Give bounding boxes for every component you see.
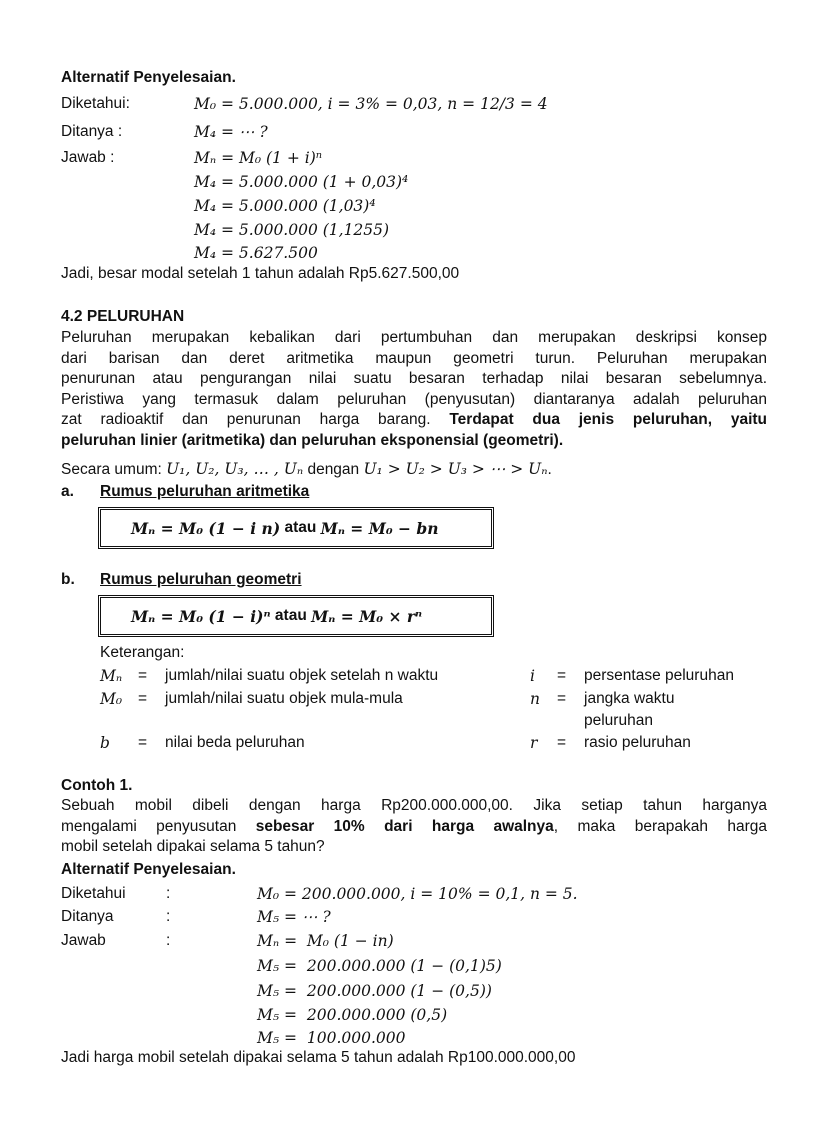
- general-end: .: [547, 461, 552, 478]
- paragraph-line: [61, 410, 767, 431]
- legend-equals: =: [138, 667, 148, 684]
- legend-desc: rasio peluruhan: [584, 734, 691, 751]
- paragraph-emphasis: Terdapat dua jenis peluruhan, yaitu: [449, 411, 767, 429]
- formula-a-title: Rumus peluruhan aritmetika: [100, 483, 310, 500]
- formula-b-marker: b.: [61, 571, 75, 588]
- legend-equals: =: [557, 667, 567, 684]
- colon: :: [166, 885, 171, 902]
- answer-label: Jawab :: [61, 149, 115, 166]
- step-line: M₄ = 5.000.000 (1,03)⁴: [194, 197, 376, 215]
- example-answer-label: Jawab: [61, 932, 106, 949]
- legend-symbol: n: [530, 690, 540, 708]
- formula-b-left: Mₙ = M₀ (1 − i)ⁿ: [131, 606, 271, 626]
- legend-equals: =: [557, 734, 567, 751]
- colon: :: [166, 908, 171, 925]
- legend-symbol: Mₙ: [100, 667, 123, 685]
- step-line: M₄ = 5.000.000 (1,1255): [194, 221, 390, 239]
- example-asked-value: M₅ = ⋯ ?: [257, 908, 331, 926]
- inequality-math: U₁ > U₂ > U₃ > ⋯ > Uₙ: [363, 460, 548, 478]
- example-step: Mₙ = M₀ (1 − in): [257, 932, 394, 950]
- legend-symbol: b: [100, 734, 110, 752]
- formula-a-or: atau: [280, 519, 321, 536]
- question-text: mengalami penyusutan: [61, 817, 256, 835]
- example-solution-heading: Alternatif Penyelesaian.: [61, 861, 236, 878]
- formula-a-box: [98, 507, 494, 549]
- legend-desc: jumlah/nilai suatu objek mula-mula: [165, 690, 403, 707]
- conclusion: Jadi, besar modal setelah 1 tahun adalah Rp5.627.500,00: [61, 265, 460, 282]
- example-asked-label: Ditanya: [61, 908, 114, 925]
- step-line: M₄ = 5.627.500: [194, 244, 318, 262]
- question-line: Sebuah mobil dibeli dengan harga Rp200.000.000,00. Jika setiap tahun harganya: [61, 797, 767, 814]
- legend-symbol: r: [530, 734, 538, 752]
- asked-label: Ditanya :: [61, 123, 123, 140]
- section-paragraph: [61, 328, 767, 452]
- general-prefix: Secara umum:: [61, 461, 167, 478]
- general-mid: dengan: [303, 461, 364, 478]
- given-value: M₀ = 5.000.000, i = 3% = 0,03, n = 12/3 = 4: [194, 95, 548, 113]
- example-step: M₅ = 200.000.000 (1 − (0,1)5): [257, 957, 502, 975]
- legend-desc: jumlah/nilai suatu objek setelah n waktu: [165, 667, 439, 684]
- sequence-math: U₁, U₂, U₃, … , Uₙ: [166, 460, 304, 478]
- asked-value: M₄ = ⋯ ?: [194, 123, 268, 141]
- formula-b-right: Mₙ = M₀ × rⁿ: [311, 606, 423, 626]
- example-conclusion: Jadi harga mobil setelah dipakai selama 5 tahun adalah Rp100.000.000,00: [61, 1049, 576, 1066]
- general-statement: [61, 459, 552, 480]
- formula-b-title: Rumus peluruhan geometri: [100, 571, 302, 588]
- paragraph-line: penurunan atau pengurangan nilai suatu besaran terhadap nilai besaran sebelumnya.: [61, 370, 767, 388]
- example-step: M₅ = 200.000.000 (1 − (0,5)): [257, 982, 492, 1000]
- paragraph-line: Peristiwa yang termasuk dalam peluruhan (penyusutan) diantaranya adalah peluruhan: [61, 390, 767, 408]
- step-line: Mₙ = M₀ (1 + i)ⁿ: [194, 149, 323, 167]
- example-step: M₅ = 200.000.000 (0,5): [257, 1006, 448, 1024]
- legend-desc: jangka waktu: [584, 690, 675, 707]
- legend-title: Keterangan:: [100, 644, 185, 661]
- example-given-value: M₀ = 200.000.000, i = 10% = 0,1, n = 5.: [257, 885, 578, 903]
- section-title: 4.2 PELURUHAN: [61, 308, 185, 325]
- example-given-label: Diketahui: [61, 885, 126, 902]
- formula-a-left: Mₙ = M₀ (1 − i n): [131, 518, 281, 538]
- given-label: Diketahui:: [61, 95, 130, 112]
- formula-b-or: atau: [270, 607, 312, 624]
- legend-symbol: M₀: [100, 690, 123, 708]
- legend-equals: =: [557, 690, 567, 707]
- legend-desc: persentase peluruhan: [584, 667, 734, 684]
- legend-desc-cont: peluruhan: [584, 712, 653, 729]
- paragraph-emphasis: peluruhan linier (aritmetika) dan peluruhan eksponensial (geometri).: [61, 431, 564, 449]
- paragraph-line: Peluruhan merupakan kebalikan dari pertumbuhan dan merupakan deskripsi konsep: [61, 329, 767, 346]
- legend-equals: =: [138, 734, 148, 751]
- paragraph-text: zat radioaktif dan penurunan harga barang.: [61, 411, 450, 429]
- legend-equals: =: [138, 690, 148, 707]
- example-title: Contoh 1.: [61, 777, 133, 794]
- step-line: M₄ = 5.000.000 (1 + 0,03)⁴: [194, 173, 409, 191]
- solution-heading: Alternatif Penyelesaian.: [61, 69, 236, 86]
- formula-a-marker: a.: [61, 483, 74, 500]
- question-text: , maka berapakah harga: [553, 817, 767, 835]
- question-line: mobil setelah dipakai selama 5 tahun?: [61, 838, 325, 856]
- formula-a-right: Mₙ = M₀ − bn: [320, 518, 439, 538]
- legend-symbol: i: [530, 667, 535, 685]
- legend-desc: nilai beda peluruhan: [165, 734, 305, 751]
- paragraph-line: dari barisan dan deret aritmetika maupun geometri turun. Peluruhan merupakan: [61, 349, 767, 367]
- formula-b-box: [98, 595, 494, 637]
- example-step: M₅ = 100.000.000: [257, 1029, 406, 1047]
- example-question: [61, 796, 767, 858]
- question-line: [61, 817, 767, 838]
- colon: :: [166, 932, 171, 949]
- question-emphasis: sebesar 10% dari harga awalnya: [255, 817, 554, 835]
